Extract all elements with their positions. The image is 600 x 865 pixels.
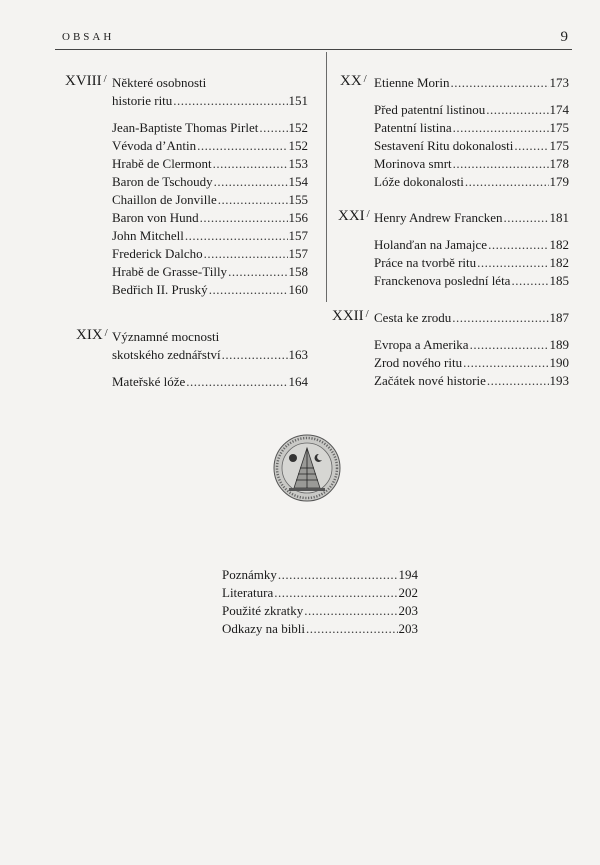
chapter-numeral: XXI /: [338, 208, 370, 224]
toc-entry-chapter-xviii[interactable]: [112, 92, 308, 110]
toc-entry-chapter-xxi[interactable]: Henry Andrew Francken ..... 181: [374, 209, 569, 227]
masonic-seal-icon: [273, 434, 341, 502]
chapter-title-line1: Významné mocnosti: [112, 329, 220, 344]
toc-entry[interactable]: Chaillon de Jonville ..... 155: [112, 191, 308, 209]
running-header-title: OBSAH: [62, 31, 115, 43]
toc-entry[interactable]: John Mitchell ..... 157: [112, 227, 308, 245]
toc-entry[interactable]: Hrabě de Clermont ..... 153: [112, 155, 308, 173]
toc-entry[interactable]: Evropa a Amerika ..... 189: [374, 336, 569, 354]
toc-entry[interactable]: Baron de Tschoudy ..... 154: [112, 173, 308, 191]
page-number: 9: [560, 29, 568, 45]
toc-entry[interactable]: Frederick Dalcho ..... 157: [112, 245, 308, 263]
toc-entry[interactable]: Začátek nové historie ..... 193: [374, 372, 569, 390]
toc-entry-chapter-xxii[interactable]: Cesta ke zrodu ..... 187: [374, 309, 569, 327]
toc-entry[interactable]: Franckenova poslední léta ..... 185: [374, 272, 569, 290]
chapter-title-line2: historie ritu: [112, 93, 173, 108]
toc-entry-chapter-xx[interactable]: Etienne Morin ..... 173: [374, 74, 569, 92]
toc-entry-chapter-xix[interactable]: [112, 346, 308, 364]
toc-entry-back-matter[interactable]: Použité zkratky ..... 203: [222, 602, 418, 620]
chapter-numeral: XXII /: [332, 308, 369, 324]
toc-entry[interactable]: Mateřské lóže ..... 164: [112, 373, 308, 391]
page-ref: 151: [288, 93, 308, 108]
toc-entry-back-matter[interactable]: Poznámky ..... 194: [222, 566, 418, 584]
toc-entry[interactable]: Morinova smrt ..... 178: [374, 155, 569, 173]
toc-entry[interactable]: Patentní listina ..... 175: [374, 119, 569, 137]
column-divider: [326, 52, 327, 302]
chapter-numeral: XVIII /: [65, 73, 107, 89]
toc-entry[interactable]: Holanďan na Jamajce ..... 182: [374, 236, 569, 254]
chapter-title-line1: Některé osobnosti: [112, 75, 207, 90]
chapter-title-line2: skotského zednářství: [112, 347, 221, 362]
toc-entry[interactable]: Zrod nového ritu ..... 190: [374, 354, 569, 372]
toc-entry[interactable]: Bedřich II. Pruský ..... 160: [112, 281, 308, 299]
toc-entry[interactable]: Lóže dokonalosti ..... 179: [374, 173, 569, 191]
chapter-numeral: XIX /: [76, 327, 108, 343]
toc-entry-back-matter[interactable]: Odkazy na bibli ..... 203: [222, 620, 418, 638]
toc-entry[interactable]: Sestavení Ritu dokonalosti ..... 175: [374, 137, 569, 155]
page-ref: 163: [288, 347, 308, 362]
chapter-numeral: XX /: [340, 73, 367, 89]
toc-entry[interactable]: Před patentní listinou ..... 174: [374, 101, 569, 119]
toc-entry[interactable]: Vévoda d’Antin ..... 152: [112, 137, 308, 155]
toc-entry-back-matter[interactable]: Literatura ..... 202: [222, 584, 418, 602]
toc-entry[interactable]: Hrabě de Grasse-Tilly ..... 158: [112, 263, 308, 281]
toc-entry[interactable]: Jean-Baptiste Thomas Pirlet ..... 152: [112, 119, 308, 137]
toc-entry[interactable]: Baron von Hund ..... 156: [112, 209, 308, 227]
toc-entry[interactable]: Práce na tvorbě ritu ..... 182: [374, 254, 569, 272]
header-rule: [55, 49, 572, 50]
